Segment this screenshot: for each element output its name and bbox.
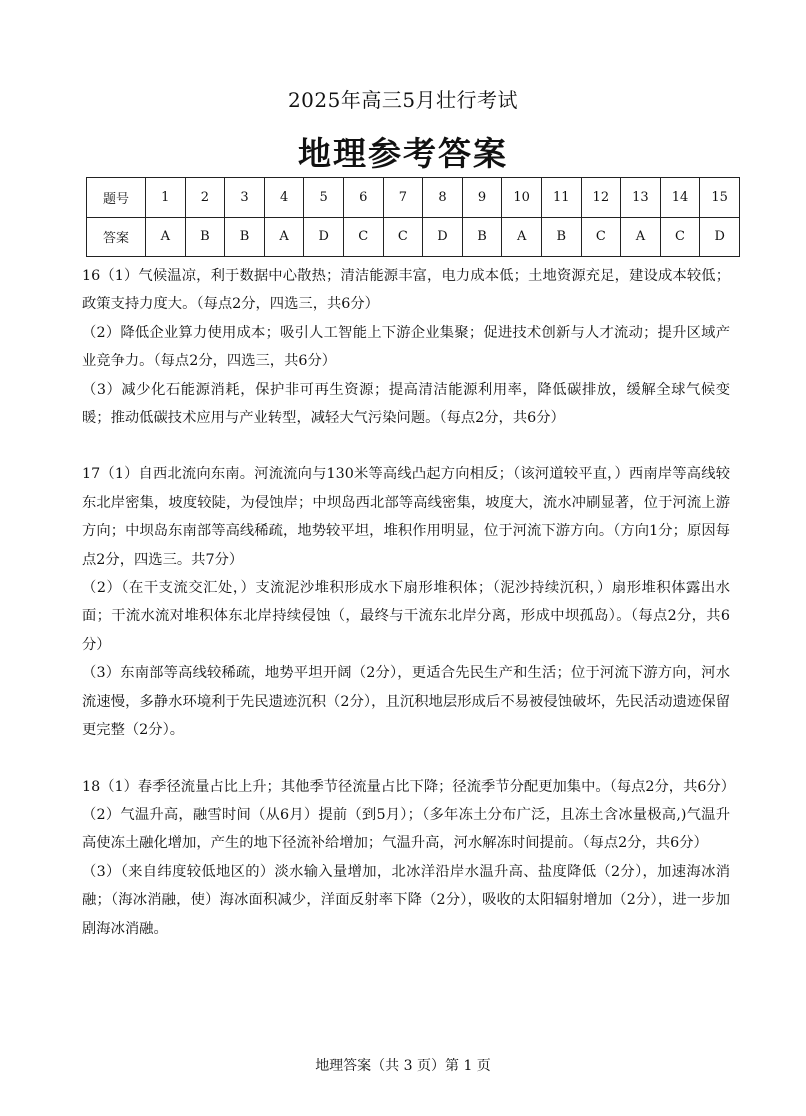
question-number: 11 [541,178,581,218]
answer-cell: C [343,217,383,257]
document-title: 地理参考答案 [298,134,508,173]
question-18-section [82,773,736,943]
q17-part-2: （2）（在干支流交汇处，）支流泥沙堆积形成水下扇形堆积体；（泥沙持续沉积，）扇形堆积体露出水面；干流水流对堆积体东北岸持续侵蚀（，最终与干流东北岸分离，形成中坝孤岛）。（每点2分，共6分） [82,580,730,653]
answer-cell: B [462,217,502,257]
question-number: 6 [343,178,383,218]
question-number: 9 [462,178,502,218]
answer-body [82,262,736,943]
q16-part-2: （2）降低企业算力使用成本；吸引人工智能上下游企业集聚；促进技术创新与人才流动；提升区域产业竞争力。（每点2分，四选三，共6分） [82,324,730,370]
answer-cell: D [700,217,740,257]
section-gap [82,745,730,773]
answer-cell: C [581,217,621,257]
q17-part-1: 17（1）自西北流向东南。河流流向与130米等高线凸起方向相反；（该河道较平直，）西南岸等高线较东北岸密集，坡度较陡，为侵蚀岸；中坝岛西北部等高线密集，坡度大，流水冲刷显著，位于河流上游方向；中坝岛东南部等高线稀疏，地势较平坦，堆积作用明显，位于河流下游方向。（方向1分；原因每点2分，四选三。共7分） [82,466,730,568]
question-16-section [82,262,730,432]
q16-part-3: （3）减少化石能源消耗，保护非可再生资源；提高清洁能源利用率，降低碳排放，缓解全球气候变暖；推动低碳技术应用与产业转型，减轻大气污染问题。（每点2分，共6分） [82,381,730,427]
q16-part-1: 16（1）气候温凉，利于数据中心散热；清洁能源丰富，电力成本低；土地资源充足，建设成本较低；政策支持力度大。（每点2分，四选三，共6分） [82,268,730,313]
answer-cell: C [660,217,700,257]
answer-cell: B [185,217,225,257]
row-label-answer: 答案 [87,217,146,257]
answer-row [87,217,740,257]
answer-cell: B [225,217,265,257]
answer-cell: A [621,217,661,257]
page-footer: 地理答案（共 3 页）第 1 页 [315,1058,491,1074]
question-number: 7 [383,178,423,218]
question-17-section [82,460,730,744]
question-number: 10 [502,178,542,218]
q18-part-1: 18（1）春季径流量占比上升；其他季节径流量占比下降；径流季节分配更加集中。（每点2分，共6分） [82,778,736,795]
question-number: 3 [225,178,265,218]
answer-cell: A [146,217,186,257]
question-number: 15 [700,178,740,218]
question-number: 8 [423,178,463,218]
section-gap [82,432,730,460]
question-number: 13 [621,178,661,218]
question-number: 2 [185,178,225,218]
question-number: 4 [264,178,304,218]
question-number: 12 [581,178,621,218]
answer-cell: A [502,217,542,257]
question-number: 5 [304,178,344,218]
q18-part-3: （3）（来自纬度较低地区的）淡水输入量增加，北冰洋沿岸水温升高、盐度降低（2分），加速海冰消融；（海冰消融，使）海冰面积减少，洋面反射率下降（2分），吸收的太阳辐射增加（2分），进一步加剧海冰消融。 [82,863,730,937]
question-number: 14 [660,178,700,218]
answer-cell: D [423,217,463,257]
answer-table [86,177,740,257]
answer-cell: B [541,217,581,257]
exam-title: 2025年高三5月壮行考试 [287,88,519,112]
q18-part-2: （2）气温升高，融雪时间（从6月）提前（到5月）；（多年冻土分布广泛，且冻土含冰量极高,)气温升高使冻土融化增加，产生的地下径流补给增加；气温升高，河水解冻时间提前。（每点2分，共6分） [82,806,730,852]
answer-cell: D [304,217,344,257]
answer-cell: C [383,217,423,257]
row-label-question-number: 题号 [87,178,146,218]
question-number: 1 [146,178,186,218]
q17-part-3: （3）东南部等高线较稀疏，地势平坦开阔（2分），更适合先民生产和生活；位于河流下游方向，河水流速慢，多静水环境利于先民遗迹沉积（2分），且沉积地层形成后不易被侵蚀破坏，先民活动遗迹保留更完整（2分）。 [82,665,730,739]
question-number-row [87,178,740,218]
answer-cell: A [264,217,304,257]
